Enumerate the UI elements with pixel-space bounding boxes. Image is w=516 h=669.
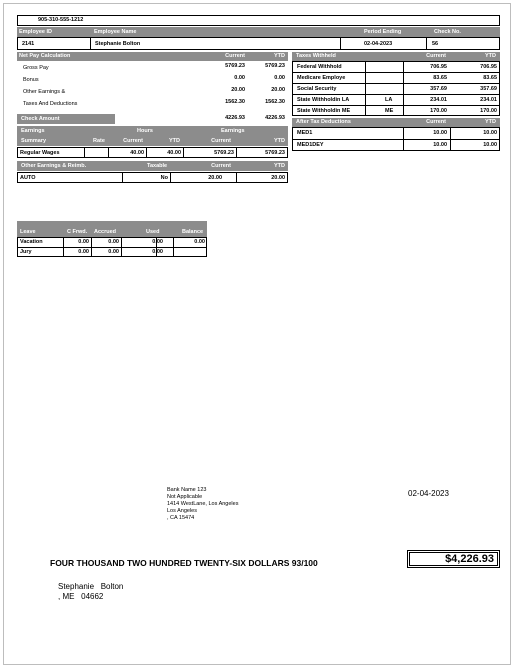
check-amount-current: 4226.93 (225, 115, 245, 121)
tax-row-ytd: 706.95 (480, 64, 497, 70)
earnings-row-label: Regular Wages (20, 150, 60, 156)
leave-row-label: Vacation (20, 239, 43, 245)
after-tax-row-label: MED1 (297, 130, 313, 136)
balance-label: Balance (182, 229, 204, 235)
tax-row-current: 357.69 (430, 86, 447, 92)
check-no: 56 (432, 41, 439, 47)
taxes-table (292, 61, 500, 116)
net-pay-row-current: 5769.23 (225, 63, 245, 69)
summary-label: Summary (21, 138, 47, 144)
payee-address: , ME 04662 (58, 592, 104, 601)
net-pay-row-ytd: 0.00 (274, 75, 285, 81)
net-pay-header (17, 52, 288, 61)
after-tax-row-ytd: 10.00 (483, 130, 497, 136)
other-earnings-row (17, 172, 288, 183)
other-earnings-header (17, 161, 288, 171)
taxes-header (292, 52, 500, 61)
amount-in-words: FOUR THOUSAND TWO HUNDRED TWENTY-SIX DOLLARS 93/100 (50, 558, 318, 568)
net-pay-row-label: Gross Pay (23, 65, 49, 71)
employee-row (17, 37, 500, 50)
leave-row-accrued: 0.00 (108, 249, 119, 255)
amount-box (407, 550, 500, 568)
net-pay-current-label: Current (225, 53, 245, 59)
cfwd-label: C Frwd. (67, 229, 88, 235)
net-pay-ytd-label: YTD (274, 53, 285, 59)
check-date: 02-04-2023 (408, 489, 449, 498)
tax-row-label: Social Security (297, 86, 337, 92)
tax-row-state: ME (385, 108, 394, 114)
employee-name: Stephanie Bolton (95, 41, 141, 47)
earnings-row-rate (84, 148, 108, 158)
check-no-label: Check No. (434, 29, 461, 35)
earnings-header (17, 126, 288, 146)
check-amount-row (17, 113, 288, 125)
rate-label: Rate (93, 138, 105, 144)
earnings-label: Earnings (221, 128, 245, 134)
used-label: Used (146, 229, 160, 235)
leave-row-balance (173, 247, 207, 257)
earnings-row (17, 147, 288, 158)
earnings-row-current: 5769.23 (214, 150, 234, 156)
employee-name-label: Employee Name (94, 29, 137, 35)
tax-row-label: State Withholdin ME (297, 108, 351, 114)
tax-row-ytd: 357.69 (480, 86, 497, 92)
check-amount: $4,226.93 (445, 553, 494, 565)
net-pay-row-label: Other Earnings & (23, 89, 66, 95)
tax-row-current: 83.65 (433, 75, 447, 81)
leave-table (17, 237, 207, 257)
bank-line: 1414 WestLane, Los Angeles (167, 501, 239, 507)
taxes-ytd-label: YTD (485, 53, 496, 59)
tax-row-label: Medicare Employe (297, 75, 346, 81)
net-pay-row-current: 20.00 (231, 87, 245, 93)
other-earnings-current: 20.00 (208, 175, 222, 181)
after-tax-row-current: 10.00 (433, 142, 447, 148)
bank-line: Bank Name 123 (167, 487, 207, 493)
net-pay-row-label: Taxes And Deductions (23, 101, 78, 107)
leave-row-used: 0.00 (152, 239, 163, 245)
phone-box (17, 15, 500, 26)
other-earnings-title: Other Earnings & Reimb. (21, 163, 87, 169)
taxes-title: Taxes Withheld (296, 53, 336, 59)
taxable-label: Taxable (147, 163, 168, 169)
earnings-hours-current-label: Current (123, 138, 143, 144)
phone-number: 905-310-555-1212 (38, 17, 84, 23)
bank-address (167, 487, 307, 522)
tax-row-ytd: 170.00 (480, 108, 497, 114)
other-ytd-label: YTD (274, 163, 285, 169)
after-tax-ytd-label: YTD (485, 119, 496, 125)
after-tax-row-current: 10.00 (433, 130, 447, 136)
bank-line: Not Applicable (167, 494, 203, 500)
leave-row-used: 0.00 (152, 249, 163, 255)
hours-label: Hours (137, 128, 153, 134)
leave-row-cfwd: 0.00 (78, 239, 89, 245)
employee-id: 2141 (22, 41, 35, 47)
tax-row-state: LA (385, 97, 393, 103)
after-tax-row-ytd: 10.00 (483, 142, 497, 148)
earnings-row-hours-ytd: 40.00 (167, 150, 181, 156)
tax-row-ytd: 83.65 (483, 75, 497, 81)
tax-row-label: Federal Withhold (297, 64, 342, 70)
period-ending-label: Period Ending (364, 29, 402, 35)
employee-header (17, 27, 500, 37)
net-pay-row-label: Bonus (23, 77, 39, 83)
taxes-current-label: Current (426, 53, 446, 59)
after-tax-header (292, 118, 500, 127)
leave-row-label: Jury (20, 249, 32, 255)
accrued-label: Accrued (94, 229, 117, 235)
net-pay-row-current: 1562.30 (225, 99, 245, 105)
tax-row-ytd: 234.01 (480, 97, 497, 103)
net-pay-row-ytd: 5769.23 (265, 63, 285, 69)
net-pay-row-ytd: 1562.30 (265, 99, 285, 105)
leave-row-accrued: 0.00 (108, 239, 119, 245)
payee-name: Stephanie Bolton (58, 582, 124, 591)
leave-header (17, 221, 207, 237)
bank-line: Los Angeles (167, 508, 197, 514)
tax-row-current: 170.00 (430, 108, 447, 114)
employee-id-label: Employee ID (19, 29, 53, 35)
earnings-ytd-label: YTD (274, 138, 285, 144)
net-pay-row-ytd: 20.00 (271, 87, 285, 93)
bank-line: , CA 15474 (167, 515, 195, 521)
net-pay-title: Net Pay Calculation (19, 53, 71, 59)
leave-row-cfwd: 0.00 (78, 249, 89, 255)
check-amount-label: Check Amount (21, 116, 60, 122)
earnings-hours-ytd-label: YTD (169, 138, 180, 144)
leave-row-balance: 0.00 (194, 239, 205, 245)
after-tax-current-label: Current (426, 119, 446, 125)
tax-row-current: 234.01 (430, 97, 447, 103)
after-tax-table (292, 127, 500, 151)
period-ending: 02-04-2023 (364, 41, 393, 47)
other-earnings-label: AUTO (20, 175, 36, 181)
after-tax-row-label: MED1DEY (297, 142, 324, 148)
earnings-title: Earnings (21, 128, 45, 134)
other-earnings-ytd: 20.00 (271, 175, 285, 181)
other-earnings-taxable: No (160, 175, 168, 181)
net-pay-rows (17, 61, 288, 113)
net-pay-row-current: 0.00 (234, 75, 245, 81)
other-current-label: Current (211, 163, 231, 169)
earnings-current-label: Current (211, 138, 231, 144)
earnings-row-hours-current: 40.00 (130, 150, 144, 156)
earnings-row-ytd: 5769.23 (265, 150, 285, 156)
check-amount-ytd: 4226.93 (265, 115, 285, 121)
after-tax-title: After Tax Deductions (296, 119, 351, 125)
tax-row-current: 706.95 (430, 64, 447, 70)
leave-label: Leave (20, 229, 36, 235)
tax-row-label: State Withholdin LA (297, 97, 350, 103)
